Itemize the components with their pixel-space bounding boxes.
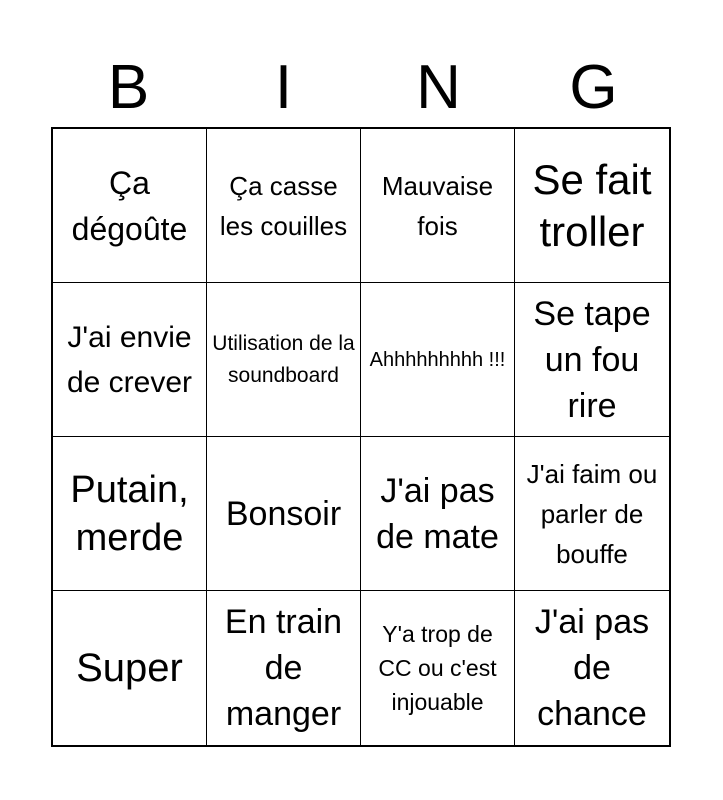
bingo-cell[interactable] [53,129,207,283]
cell-text: J'ai envie de crever [66,320,193,399]
bingo-cell[interactable] [53,437,207,591]
cell-text: J'ai pas de mate [376,471,499,556]
bingo-cell[interactable] [361,283,515,437]
cell-text: Ça casse les couilles [219,170,348,241]
bingo-cell[interactable] [207,129,361,283]
bingo-cell[interactable] [361,591,515,745]
cell-text: Y'a trop de CC ou c'est injouable [378,621,497,715]
cell-text: Ahhhhhhhhh !!! [369,348,506,371]
bingo-header [51,48,671,128]
cell-text: Utilisation de la soundboard [212,331,355,387]
bingo-grid [51,127,671,747]
cell-text: Ça dégoûte [71,164,188,247]
header-letter-b: B [107,53,150,122]
cell-text: Putain, merde [70,468,189,559]
cell-text: Super [76,646,183,690]
bingo-cell[interactable] [361,437,515,591]
cell-text: Se fait troller [532,155,652,255]
cell-text: J'ai pas de chance [534,603,650,733]
header-letter-g: G [569,53,618,122]
cell-text: Mauvaise fois [381,170,494,241]
cell-text: En train de manger [224,603,343,733]
bingo-cell[interactable] [515,283,669,437]
bingo-cell[interactable] [515,129,669,283]
header-letter-n: N [416,53,461,122]
bingo-cell[interactable] [207,437,361,591]
header-letter-i: I [274,53,293,122]
bingo-cell[interactable] [207,283,361,437]
bingo-cell[interactable] [53,283,207,437]
cell-text: J'ai faim ou parler de bouffe [526,458,658,569]
cell-text: Bonsoir [225,494,342,533]
cell-text: Se tape un fou rire [533,294,651,425]
bingo-cell[interactable] [207,591,361,745]
bingo-cell[interactable] [53,591,207,745]
bingo-cell[interactable] [515,591,669,745]
bingo-cell[interactable] [361,129,515,283]
bingo-cell[interactable] [515,437,669,591]
